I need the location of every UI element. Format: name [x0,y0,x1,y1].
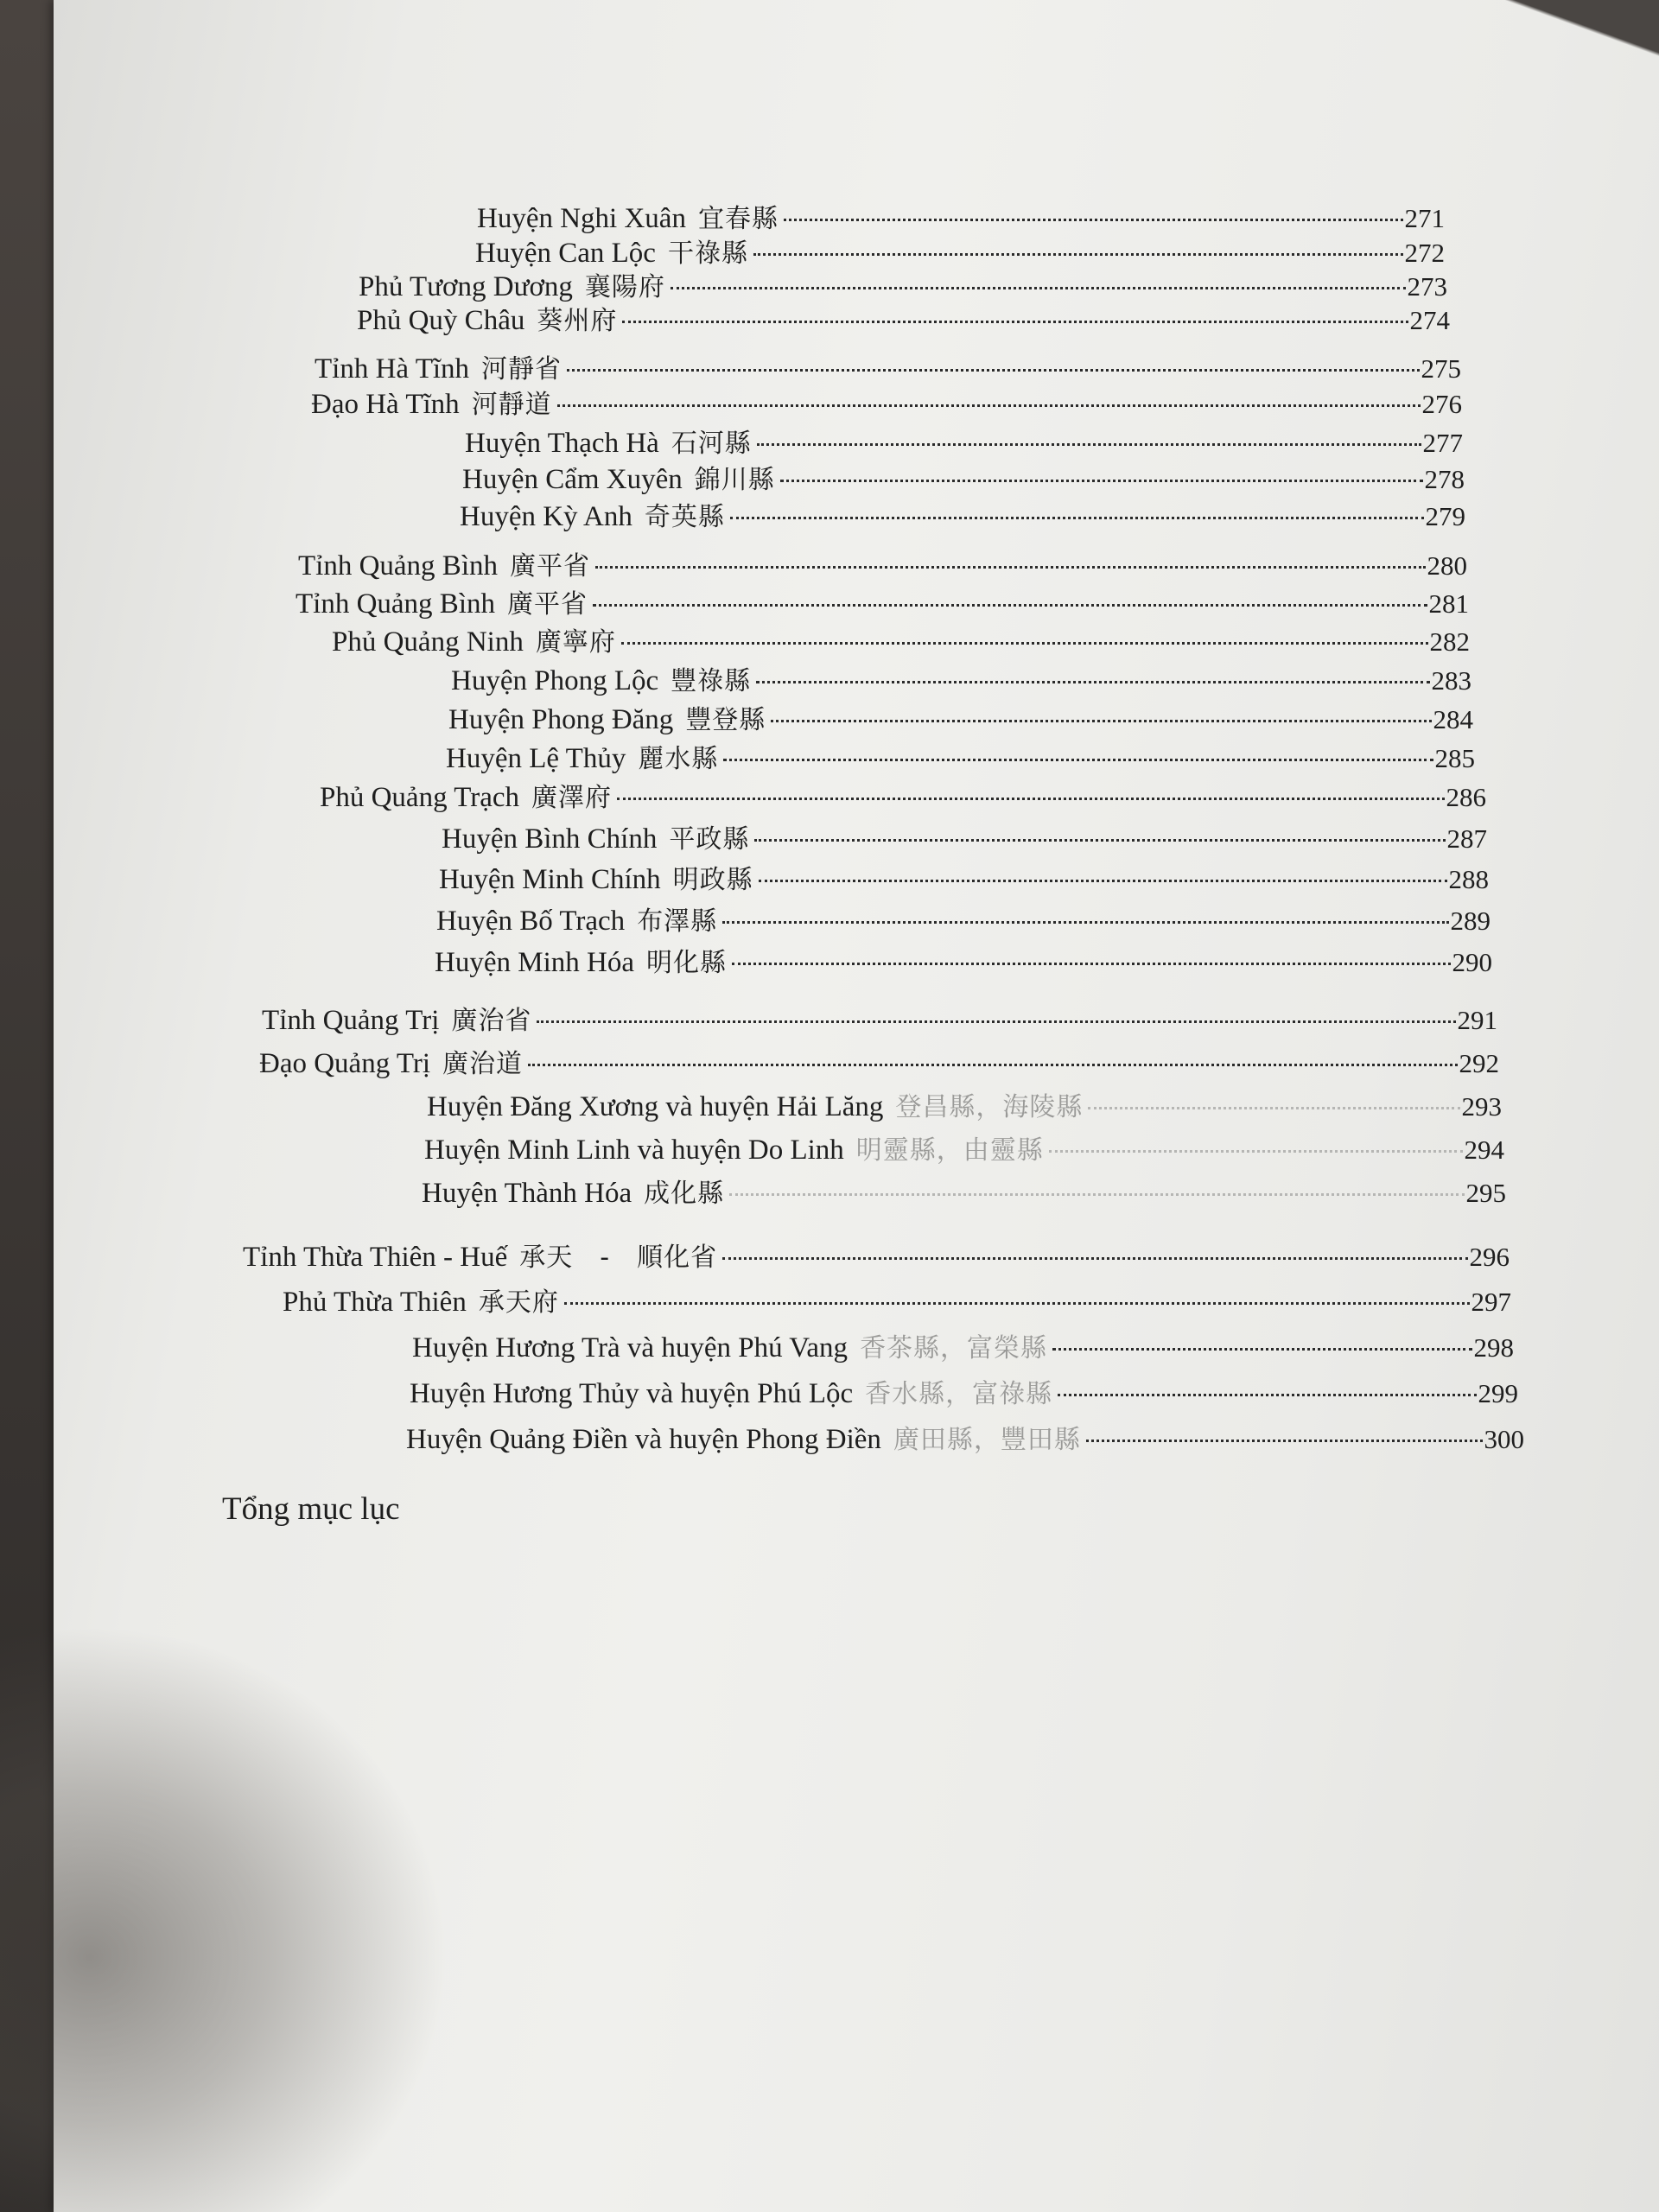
entry-han-name: 明化縣 [645,948,727,978]
entry-name: Đạo Hà Tĩnh [311,389,460,420]
entry-han-name: 廣澤府 [531,783,613,813]
entry-name: Huyện Hương Thủy và huyện Phú Lộc [410,1378,854,1409]
entry-page-number: 273 [1407,271,1447,302]
dot-leader [756,681,1429,683]
entry-name: Huyện Phong Lộc [451,665,659,696]
entry-page-number: 291 [1457,1005,1497,1035]
entry-han-name: 平政縣 [669,824,750,855]
toc-entry [442,817,1487,855]
dot-leader [754,839,1445,842]
entry-name: Tỉnh Thừa Thiên - Huế [243,1242,508,1273]
dot-leader [593,604,1427,607]
toc-entry [296,582,1469,620]
entry-han-name: 登昌縣，海陵縣 [895,1092,1084,1122]
toc-entry [315,347,1461,385]
toc-entry [311,383,1462,421]
entry-name: Tỉnh Quảng Bình [298,550,498,582]
entry-name: Huyện Minh Linh và huyện Do Linh [424,1135,844,1166]
entry-name: Huyện Lệ Thủy [446,743,626,774]
entry-name: Đạo Quảng Trị [259,1048,431,1079]
entry-page-number: 287 [1446,823,1487,854]
entry-name: Huyện Can Lộc [475,238,656,269]
toc-entry [427,1085,1502,1123]
entry-page-number: 298 [1473,1332,1514,1363]
toc-entry [298,544,1467,582]
dot-leader [732,963,1451,965]
dot-leader [780,480,1423,482]
entry-name: Phủ Tương Dương [359,271,573,302]
dot-leader [622,321,1408,323]
entry-page-number: 289 [1450,906,1491,936]
toc-entry [410,1372,1518,1410]
toc-entry [436,899,1491,938]
entry-name: Huyện Phong Đăng [448,704,674,735]
toc-entry [477,197,1445,235]
entry-page-number: 300 [1484,1424,1524,1454]
dot-leader [537,1020,1455,1023]
toc-entry [283,1281,1511,1319]
dot-leader [557,404,1421,407]
entry-han-name: 錦川縣 [694,465,775,495]
toc-entry [332,620,1470,658]
dot-leader [528,1064,1457,1066]
dot-leader [621,642,1428,645]
toc-entry [460,495,1465,533]
toc-entry [465,422,1463,460]
entry-han-name: 明政縣 [672,865,753,895]
toc-entry [357,299,1450,337]
dot-leader [759,880,1447,882]
toc-entry [406,1418,1524,1456]
toc-entry [448,698,1473,736]
dot-leader [722,921,1448,924]
toc-entry [422,1172,1506,1210]
entry-page-number: 286 [1446,782,1486,812]
entry-han-name: 河靜省 [481,354,563,385]
entry-page-number: 271 [1404,203,1445,233]
entry-han-name: 干祿縣 [667,238,748,269]
entry-page-number: 294 [1464,1135,1504,1165]
entry-page-number: 277 [1422,428,1463,458]
dot-leader [1088,1107,1459,1109]
entry-page-number: 275 [1421,353,1461,384]
entry-name: Huyện Minh Hóa [435,947,634,978]
dot-leader [1052,1348,1471,1351]
dot-leader [595,566,1426,569]
dot-leader [567,369,1419,372]
toc-entry [259,1042,1499,1080]
entry-han-name: 葵州府 [537,306,618,336]
entry-name: Tỉnh Quảng Bình [296,588,495,620]
dot-leader [730,517,1424,519]
entry-page-number: 281 [1428,588,1469,619]
toc-entry [412,1326,1514,1364]
entry-name: Huyện Thạch Hà [465,428,659,459]
entry-page-number: 274 [1409,305,1450,335]
dot-leader [723,759,1433,761]
dot-leader [671,287,1406,289]
entry-han-name: 香水縣，富祿縣 [865,1379,1053,1409]
entry-han-name: 廣平省 [509,551,590,582]
entry-name: Huyện Hương Trà và huyện Phú Vang [412,1332,849,1363]
toc-entry [435,941,1492,979]
entry-page-number: 278 [1424,464,1465,494]
entry-han-name: 石河縣 [671,429,752,459]
entry-han-name: 香茶縣，富榮縣 [860,1333,1048,1363]
entry-han-name: 豐登縣 [685,705,766,735]
entry-name: Huyện Nghi Xuân [477,203,686,234]
entry-name: Tỉnh Quảng Trị [262,1005,440,1036]
entry-page-number: 296 [1469,1242,1510,1272]
entry-page-number: 297 [1471,1287,1511,1317]
dot-leader [1049,1150,1463,1153]
entry-name: Huyện Thành Hóa [422,1178,632,1209]
toc-entry [359,265,1447,303]
entry-name: Huyện Quảng Điền và huyện Phong Điền [406,1424,881,1455]
dot-leader [753,253,1403,256]
closing-heading: Tổng mục lục [222,1491,400,1527]
entry-han-name: 廣平省 [506,589,588,620]
dot-leader [784,219,1403,221]
dot-leader [564,1302,1470,1305]
entry-page-number: 299 [1478,1378,1518,1408]
toc-entry [462,458,1465,496]
entry-han-name: 明靈縣，由靈縣 [855,1135,1044,1166]
toc-entry [451,659,1471,697]
toc-entry [262,999,1497,1037]
toc-entry [424,1128,1504,1166]
dot-leader [757,443,1421,446]
entry-name: Huyện Cẩm Xuyên [462,464,683,495]
entry-han-name: 宜春縣 [697,204,779,234]
entry-name: Huyện Đăng Xương và huyện Hải Lăng [427,1091,884,1122]
entry-han-name: 廣寧府 [535,627,616,658]
entry-name: Huyện Bố Trạch [436,906,626,937]
entry-han-name: 豐祿縣 [671,666,752,696]
entry-han-name: 襄陽府 [584,272,665,302]
entry-name: Phủ Thừa Thiên [283,1287,467,1318]
entry-page-number: 279 [1425,501,1465,531]
entry-page-number: 282 [1429,626,1470,657]
entry-name: Huyện Kỳ Anh [460,501,632,532]
toc-entry [439,858,1489,896]
entry-page-number: 276 [1421,389,1462,419]
entry-name: Phủ Quỳ Châu [357,305,525,336]
entry-han-name: 奇英縣 [644,502,725,532]
entry-han-name: 承天 - 順化省 [519,1243,718,1273]
entry-han-name: 成化縣 [644,1179,725,1209]
dot-leader [771,720,1431,722]
entry-page-number: 284 [1433,704,1473,734]
entry-name: Huyện Bình Chính [442,823,658,855]
entry-han-name: 布澤縣 [637,906,718,937]
entry-page-number: 293 [1461,1091,1502,1122]
dot-leader [729,1193,1464,1196]
entry-han-name: 河靜道 [471,390,552,420]
entry-page-number: 285 [1434,743,1475,773]
entry-name: Phủ Quảng Trạch [320,782,520,813]
entry-page-number: 288 [1448,864,1489,894]
entry-han-name: 麗水縣 [638,744,719,774]
dot-leader [722,1257,1467,1260]
entry-name: Tỉnh Hà Tĩnh [315,353,470,385]
entry-page-number: 283 [1431,665,1471,696]
dot-leader [617,798,1444,800]
entry-page-number: 280 [1427,550,1467,581]
toc-entry [243,1236,1510,1274]
entry-han-name: 廣治省 [451,1006,532,1036]
dot-leader [1058,1394,1476,1396]
entry-page-number: 292 [1459,1048,1499,1078]
entry-page-number: 295 [1465,1178,1506,1208]
entry-name: Phủ Quảng Ninh [332,626,524,658]
entry-page-number: 290 [1452,947,1492,977]
dot-leader [1086,1440,1483,1442]
toc-entry [320,776,1486,814]
toc-entry [475,232,1445,270]
entry-name: Huyện Minh Chính [439,864,661,895]
entry-han-name: 承天府 [478,1287,559,1318]
entry-han-name: 廣田縣，豐田縣 [893,1425,1081,1455]
toc-entry [446,737,1475,775]
entry-han-name: 廣治道 [442,1049,524,1079]
entry-page-number: 272 [1404,238,1445,268]
